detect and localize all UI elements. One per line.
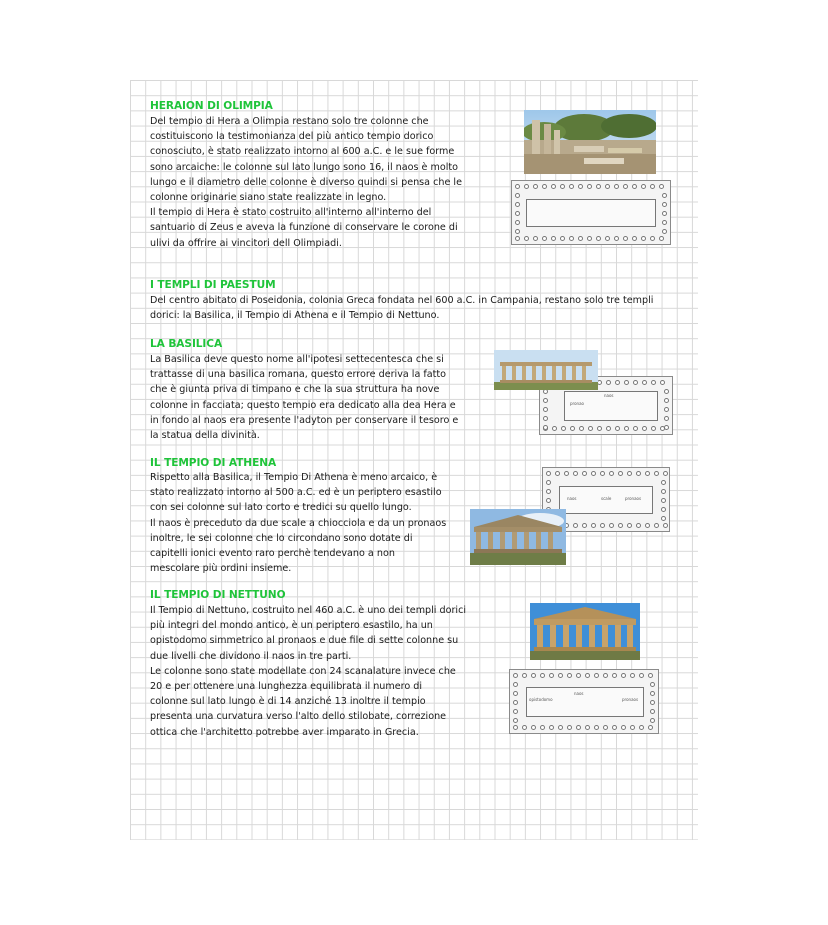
column-dot: [661, 480, 666, 485]
text-line: colonne in facciata; questo tempio era dedicato alla dea Hera e: [150, 399, 456, 411]
column-dot: [664, 389, 669, 394]
column-dot: [560, 184, 565, 189]
column-dot: [600, 471, 605, 476]
column-dot: [546, 480, 551, 485]
plan-label: naos: [604, 393, 614, 398]
column-dot: [591, 471, 596, 476]
column-dot: [515, 229, 520, 234]
text-line: in fondo al naos era presente l'adyton per conservare il tesoro e: [150, 414, 459, 426]
text-line: costituiscono la testimonianza del più antico tempio dorico: [150, 131, 434, 143]
column-dot: [648, 725, 653, 730]
column-dot: [576, 673, 581, 678]
column-dot: [570, 426, 575, 431]
column-dot: [542, 184, 547, 189]
column-dot: [650, 236, 655, 241]
column-dot: [513, 673, 518, 678]
column-dot: [650, 700, 655, 705]
column-dot: [513, 691, 518, 696]
column-dot: [636, 471, 641, 476]
column-dot: [605, 236, 610, 241]
column-dot: [623, 236, 628, 241]
column-dot: [524, 184, 529, 189]
column-dot: [615, 426, 620, 431]
column-dot: [522, 725, 527, 730]
column-dot: [560, 236, 565, 241]
text-line: Il Tempio di Nettuno, costruito nel 460 a.C. è uno dei templi dorici: [150, 605, 467, 616]
column-dot: [513, 682, 518, 687]
text-olimpia: [150, 114, 462, 251]
column-dot: [546, 498, 551, 503]
photo-tempio-nettuno: [530, 603, 640, 660]
column-dot: [587, 236, 592, 241]
column-dot: [606, 426, 611, 431]
column-dot: [515, 184, 520, 189]
column-dot: [513, 725, 518, 730]
column-dot: [632, 236, 637, 241]
column-dot: [664, 416, 669, 421]
column-dot: [614, 184, 619, 189]
text-line: ulivi da offrire ai vincitori dell Olimpiadi.: [150, 237, 342, 249]
column-dot: [594, 725, 599, 730]
column-dot: [542, 236, 547, 241]
column-dot: [549, 673, 554, 678]
column-dot: [533, 184, 538, 189]
column-dot: [651, 380, 656, 385]
column-dot: [612, 725, 617, 730]
column-dot: [605, 184, 610, 189]
column-dot: [582, 471, 587, 476]
text-nettuno: [150, 603, 466, 740]
column-dot: [654, 471, 659, 476]
column-dot: [540, 725, 545, 730]
text-athena: [150, 470, 446, 576]
column-dot: [633, 380, 638, 385]
plan-label: opistodomo: [529, 697, 553, 702]
column-dot: [641, 236, 646, 241]
column-dot: [588, 426, 593, 431]
column-dot: [513, 709, 518, 714]
column-dot: [573, 471, 578, 476]
column-dot: [585, 673, 590, 678]
plan-heraion-olimpia: [511, 180, 671, 245]
column-dot: [664, 407, 669, 412]
column-dot: [569, 236, 574, 241]
column-dot: [636, 523, 641, 528]
column-dot: [650, 709, 655, 714]
column-dot: [578, 184, 583, 189]
photo-basilica: [494, 350, 598, 390]
column-dot: [591, 523, 596, 528]
plan-label: naos: [574, 691, 584, 696]
column-dot: [609, 471, 614, 476]
column-dot: [632, 184, 637, 189]
text-line: La Basilica deve questo nome all'ipotesi settecentesca che si: [150, 354, 444, 365]
column-dot: [578, 236, 583, 241]
text-line: stato realizzato intorno al 500 a.C. ed è un periptero esastilo: [150, 487, 442, 499]
column-dot: [642, 426, 647, 431]
column-dot: [567, 725, 572, 730]
text-line: Del centro abitato di Poseidonia, colonia Greca fondata nel 600 a.C. in Campania, restano solo tre templi: [150, 295, 654, 306]
column-dot: [543, 398, 548, 403]
column-dot: [659, 236, 664, 241]
column-dot: [569, 184, 574, 189]
plan-label: pronaos: [622, 697, 639, 702]
column-dot: [576, 725, 581, 730]
column-dot: [662, 193, 667, 198]
column-dot: [645, 523, 650, 528]
column-dot: [549, 725, 554, 730]
column-dot: [543, 416, 548, 421]
heading-athena: IL TEMPIO DI ATHENA: [150, 457, 277, 469]
column-dot: [627, 523, 632, 528]
text-line: la statua della divinità.: [150, 430, 260, 442]
column-dot: [522, 673, 527, 678]
column-dot: [567, 673, 572, 678]
column-dot: [587, 184, 592, 189]
text-line: Del tempio di Hera a Olimpia restano solo tre colonne che: [150, 116, 429, 127]
column-dot: [661, 507, 666, 512]
text-line: capitelli ionici evento raro perchè tendevano a non: [150, 548, 395, 560]
column-dot: [650, 682, 655, 687]
column-dot: [564, 471, 569, 476]
column-dot: [621, 725, 626, 730]
text-line: santuario di Zeus e aveva la funzione di conservare le corone di: [150, 222, 458, 234]
column-dot: [662, 202, 667, 207]
plan-cella: [526, 687, 644, 717]
text-line: più integri del mondo antico, è un periptero esastilo, ha un: [150, 620, 433, 632]
column-dot: [531, 673, 536, 678]
column-dot: [661, 489, 666, 494]
text-line: che è giunta priva di timpano e che la sua struttura ha nove: [150, 384, 440, 396]
column-dot: [585, 725, 590, 730]
column-dot: [645, 471, 650, 476]
column-dot: [612, 673, 617, 678]
column-dot: [579, 426, 584, 431]
column-dot: [627, 471, 632, 476]
column-dot: [606, 380, 611, 385]
column-dot: [582, 523, 587, 528]
heading-paestum: I TEMPLI DI PAESTUM: [150, 279, 276, 291]
text-line: opistodomo simmetrico al pronaos e due file di sette colonne su: [150, 635, 459, 647]
column-dot: [597, 426, 602, 431]
text-basilica: [150, 352, 458, 443]
heading-nettuno: IL TEMPIO DI NETTUNO: [150, 589, 286, 601]
column-dot: [609, 523, 614, 528]
column-dot: [659, 184, 664, 189]
column-dot: [546, 489, 551, 494]
plan-tempio-nettuno: [509, 669, 659, 734]
column-dot: [555, 471, 560, 476]
text-line: presenta una curvatura verso l'alto dello stilobate, correzione: [150, 711, 447, 723]
column-dot: [650, 184, 655, 189]
column-dot: [650, 718, 655, 723]
column-dot: [615, 380, 620, 385]
column-dot: [618, 523, 623, 528]
column-dot: [561, 426, 566, 431]
column-dot: [624, 426, 629, 431]
column-dot: [546, 471, 551, 476]
column-dot: [600, 523, 605, 528]
text-paestum: [150, 293, 653, 323]
column-dot: [531, 725, 536, 730]
text-line: colonne originarie siano state realizzate in legno.: [150, 192, 387, 204]
column-dot: [641, 184, 646, 189]
column-dot: [648, 673, 653, 678]
text-line: Le colonne sono state modellate con 24 scanalature invece che: [150, 665, 456, 677]
column-dot: [661, 498, 666, 503]
column-dot: [662, 220, 667, 225]
text-line: lungo e il diametro delle colonne è diverso quindi si pensa che le: [150, 176, 462, 188]
column-dot: [662, 211, 667, 216]
text-line: Il tempio di Hera è stato costruito all'interno all'interno del: [150, 207, 432, 219]
plan-label: pronaos: [625, 496, 642, 501]
text-line: dorici: la Basilica, il Tempio di Athena e il Tempio di Nettuno.: [150, 310, 440, 322]
column-dot: [624, 380, 629, 385]
column-dot: [618, 471, 623, 476]
column-dot: [651, 426, 656, 431]
text-line: ottica che l'architetto potrebbe aver imparato in Grecia.: [150, 726, 419, 738]
text-line: inoltre, le sei colonne che lo circondano sono dotate di: [150, 532, 413, 544]
photo-tempio-athena: [470, 509, 566, 565]
column-dot: [551, 184, 556, 189]
column-dot: [596, 184, 601, 189]
column-dot: [639, 725, 644, 730]
column-dot: [540, 673, 545, 678]
column-dot: [630, 725, 635, 730]
column-dot: [515, 202, 520, 207]
column-dot: [543, 407, 548, 412]
column-dot: [642, 380, 647, 385]
column-dot: [524, 236, 529, 241]
column-dot: [603, 725, 608, 730]
column-dot: [558, 725, 563, 730]
text-line: trattasse di una basilica romana, questo errore deriva la fatto: [150, 369, 447, 381]
heading-basilica: LA BASILICA: [150, 338, 223, 350]
column-dot: [515, 220, 520, 225]
column-dot: [552, 426, 557, 431]
column-dot: [558, 673, 563, 678]
column-dot: [603, 673, 608, 678]
column-dot: [594, 673, 599, 678]
column-dot: [663, 471, 668, 476]
column-dot: [633, 426, 638, 431]
column-dot: [513, 718, 518, 723]
column-dot: [654, 523, 659, 528]
text-line: mescolare più ordini insieme.: [150, 563, 292, 575]
column-dot: [621, 673, 626, 678]
plan-label: naos: [567, 496, 577, 501]
heading-olimpia: HERAION DI OLIMPIA: [150, 100, 273, 112]
column-dot: [660, 380, 665, 385]
column-dot: [664, 425, 669, 430]
column-dot: [596, 236, 601, 241]
plan-cella: [526, 199, 656, 227]
text-line: due livelli che dividono il naos in tre parti.: [150, 650, 352, 662]
text-line: 20 e per ottenere una lunghezza equilibrata il numero di: [150, 681, 423, 693]
text-line: sono arcaiche: le colonne sul lato lungo sono 16, il naos è molto: [150, 161, 458, 173]
column-dot: [513, 700, 518, 705]
column-dot: [614, 236, 619, 241]
text-line: Il naos è preceduto da due scale a chiocciola e da un pronaos: [150, 517, 447, 529]
column-dot: [663, 523, 668, 528]
text-line: con sei colonne sul lato corto e tredici su quello lungo.: [150, 502, 412, 514]
column-dot: [515, 193, 520, 198]
column-dot: [515, 236, 520, 241]
column-dot: [664, 398, 669, 403]
column-dot: [661, 516, 666, 521]
column-dot: [551, 236, 556, 241]
text-line: Rispetto alla Basilica, il Tempio Di Athena è meno arcaico, è: [150, 472, 438, 483]
text-line: conosciuto, è stato realizzato intorno al 600 a.C. e le sue forme: [150, 146, 455, 158]
column-dot: [662, 229, 667, 234]
column-dot: [623, 184, 628, 189]
photo-heraion-olimpia: [524, 110, 656, 174]
column-dot: [533, 236, 538, 241]
plan-label: scale: [601, 496, 612, 501]
column-dot: [543, 425, 548, 430]
text-line: colonne sul lato lungo è di 14 anziché 13 inoltre il tempio: [150, 696, 426, 708]
plan-label: pronao: [570, 401, 584, 406]
column-dot: [515, 211, 520, 216]
column-dot: [650, 691, 655, 696]
column-dot: [639, 673, 644, 678]
column-dot: [630, 673, 635, 678]
column-dot: [573, 523, 578, 528]
